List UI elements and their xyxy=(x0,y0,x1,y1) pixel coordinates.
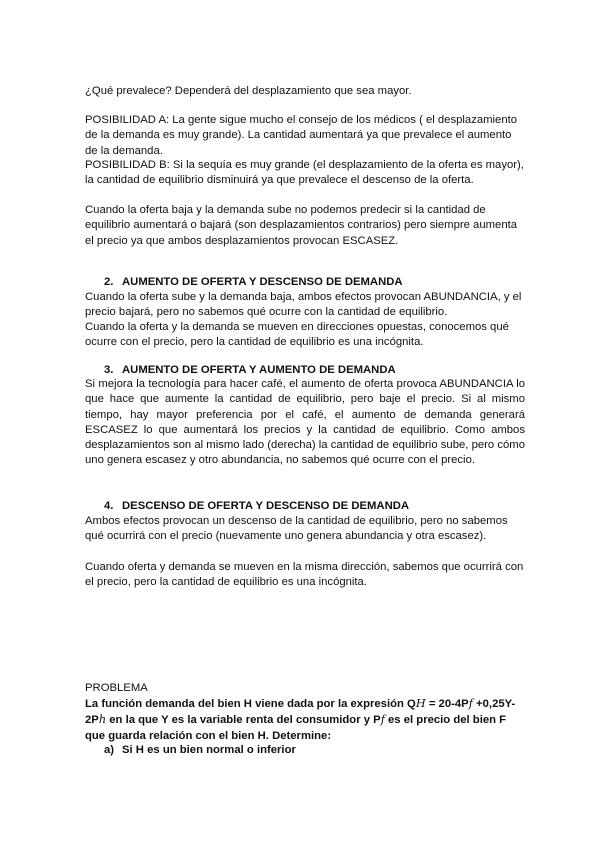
problem-label: PROBLEMA xyxy=(85,682,148,694)
problem-statement xyxy=(85,696,525,744)
subscript-h-upper: H xyxy=(415,697,426,710)
subscript-f-2: f xyxy=(380,713,385,727)
problem-text-4: en la que Y es la variable renta del consumidor y P xyxy=(106,714,381,727)
section-2-number: 2. xyxy=(104,276,114,288)
section-4-title: DESCENSO DE OFERTA Y DESCENSO DE DEMANDA xyxy=(122,500,410,512)
section-3-title: AUMENTO DE OFERTA Y AUMENTO DE DEMANDA xyxy=(122,364,396,376)
problem-item-a xyxy=(104,743,296,758)
subscript-h-lower: h xyxy=(98,713,107,727)
section-4-paragraph-2: Cuando oferta y demanda se mueven en la misma dirección, sabemos que ocurrirá con el precio, pero la cantidad de equilibrio es una incógnita. xyxy=(85,561,524,589)
section-4-number: 4. xyxy=(104,500,114,512)
section-3-paragraph-1: Si mejora la tecnología para hacer café, el aumento de oferta provoca ABUNDANCIA lo que hace que aumente la cantidad de equilibrio, pero baje el precio. Si al mismo tiempo, hay mayor preferencia por el café, el aumento de demanda generará ESCASEZ lo que aumentará los precios y la cantidad de equilibrio. Como ambos desplazamientos son al mismo lado (derecha) la cantidad de equilibrio sube, pero cómo uno genera escasez y otro abundancia, no sabemos qué ocurre con el precio. xyxy=(85,378,525,467)
section-2-paragraph-2: Cuando la oferta y la demanda se mueven en direcciones opuestas, conocemos qué ocurre con el precio, pero la cantidad de equilibrio es una incógnita. xyxy=(85,321,509,349)
section-2-title: AUMENTO DE OFERTA Y DESCENSO DE DEMANDA xyxy=(122,276,403,288)
section-4-heading xyxy=(104,499,409,514)
subscript-f-1: f xyxy=(468,697,473,710)
item-a-marker: a) xyxy=(104,744,115,756)
item-a-text: Si H es un bien normal o inferior xyxy=(122,744,296,756)
question-paragraph: ¿Qué prevalece? Dependerá del desplazamiento que sea mayor. xyxy=(85,85,412,97)
section-3-number: 3. xyxy=(104,364,114,376)
section-2-paragraph-1: Cuando la oferta sube y la demanda baja, ambos efectos provocan ABUNDANCIA, y el precio bajará, pero no sabemos qué ocurre con la cantidad de equilibrio. xyxy=(85,291,522,319)
problem-text-5: es el precio del bien F que guarda relación con el bien H. Determine: xyxy=(85,714,507,742)
possibility-b-paragraph: POSIBILIDAD B: Si la sequía es muy grande (el desplazamiento de la oferta es mayor), la cantidad de equilibrio disminuirá ya que prevalece el descenso de la oferta. xyxy=(85,159,524,187)
problem-text-2: = 20-4P xyxy=(425,698,469,710)
possibility-a-paragraph: POSIBILIDAD A: La gente sigue mucho el consejo de los médicos ( el desplazamiento de la demanda es muy grande). La cantidad aumentará ya que prevalece el aumento de la demanda. xyxy=(85,114,518,157)
section-2-heading xyxy=(104,275,403,290)
summary-paragraph: Cuando la oferta baja y la demanda sube no podemos predecir si la cantidad de equilibrio aumentará o bajará (son desplazamientos contrarios) pero siempre aumenta el precio ya que ambos desplazamientos provocan ESCASEZ. xyxy=(85,204,518,247)
section-3-heading xyxy=(104,363,396,378)
problem-text-1: La función demanda del bien H viene dada por la expresión Q xyxy=(85,698,416,710)
problem-text-3: +0,25Y-2P xyxy=(85,698,516,727)
section-4-paragraph-1: Ambos efectos provocan un descenso de la cantidad de equilibrio, pero no sabemos qué ocurrirá con el precio (nuevamente uno genera abundancia y otra escasez). xyxy=(85,515,508,543)
